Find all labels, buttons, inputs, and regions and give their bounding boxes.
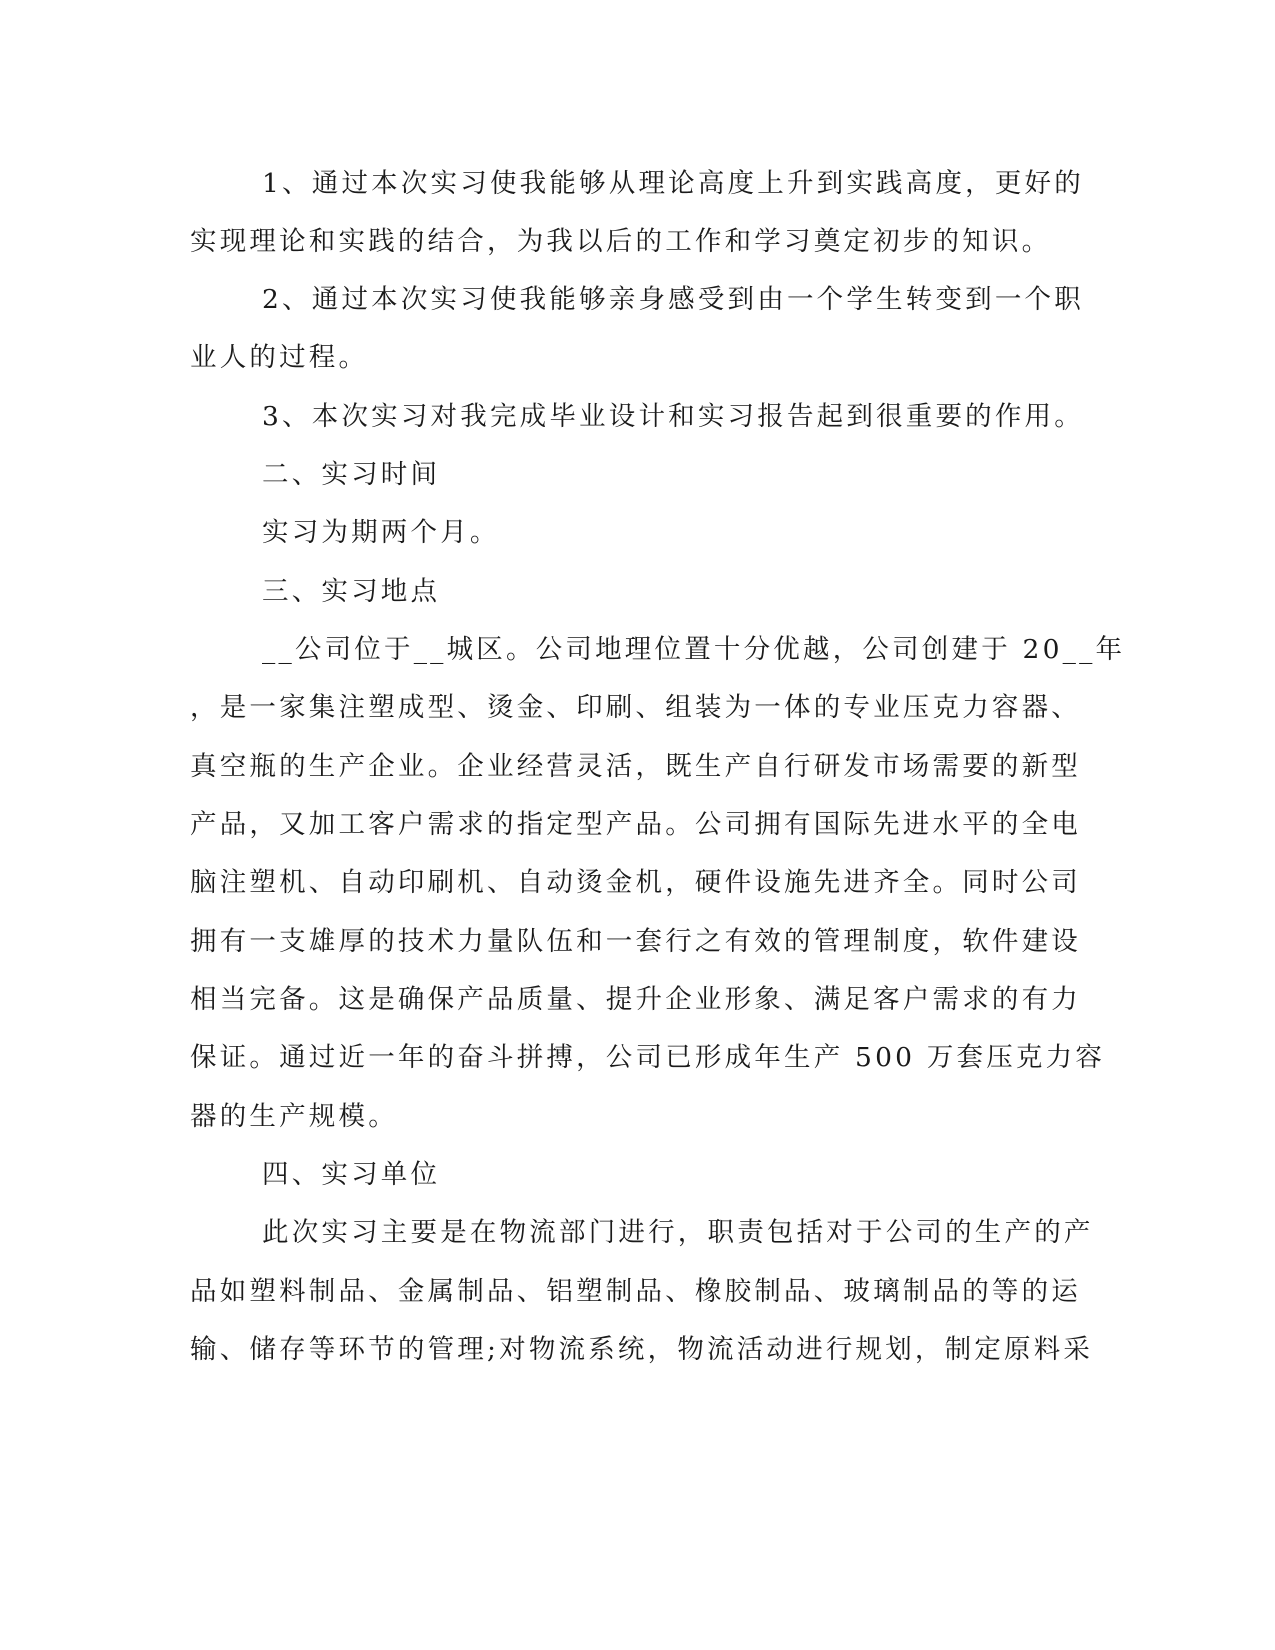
section-heading: 二、实习时间 [262,459,441,490]
paragraph-line: 1、通过本次实习使我能够从理论高度上升到实践高度，更好的 [262,168,1084,199]
section-heading: 四、实习单位 [262,1159,441,1190]
paragraph-line: 保证。通过近一年的奋斗拼搏，公司已形成年生产 500 万套压克力容 [190,1042,1106,1073]
paragraph-line: 拥有一支雄厚的技术力量队伍和一套行之有效的管理制度，软件建设 [190,926,1081,957]
paragraph-line: 脑注塑机、自动印刷机、自动烫金机，硬件设施先进齐全。同时公司 [190,867,1081,898]
paragraph-line: 输、储存等环节的管理;对物流系统，物流活动进行规划，制定原料采 [190,1334,1094,1365]
paragraph-line: 相当完备。这是确保产品质量、提升企业形象、满足客户需求的有力 [190,984,1081,1015]
paragraph-line: 真空瓶的生产企业。企业经营灵活，既生产自行研发市场需要的新型 [190,751,1081,782]
paragraph-line: 产品，又加工客户需求的指定型产品。公司拥有国际先进水平的全电 [190,809,1081,840]
paragraph-line: 此次实习主要是在物流部门进行，职责包括对于公司的生产的产 [262,1217,1094,1248]
paragraph-line: ，是一家集注塑成型、烫金、印刷、组装为一体的专业压克力容器、 [190,692,1081,723]
paragraph-line: 2、通过本次实习使我能够亲身感受到由一个学生转变到一个职 [262,284,1084,315]
section-heading: 三、实习地点 [262,576,441,607]
paragraph-line: 实现理论和实践的结合，为我以后的工作和学习奠定初步的知识。 [190,226,1052,257]
paragraph-line: 业人的过程。 [190,342,369,373]
paragraph-line: 实习为期两个月。 [262,517,500,548]
paragraph-line: 3、本次实习对我完成毕业设计和实习报告起到很重要的作用。 [262,401,1084,432]
paragraph-line: 品如塑料制品、金属制品、铝塑制品、橡胶制品、玻璃制品的等的运 [190,1276,1081,1307]
paragraph-line: __公司位于__城区。公司地理位置十分优越，公司创建于 20__年 [262,634,1126,665]
paragraph-line: 器的生产规模。 [190,1101,398,1132]
